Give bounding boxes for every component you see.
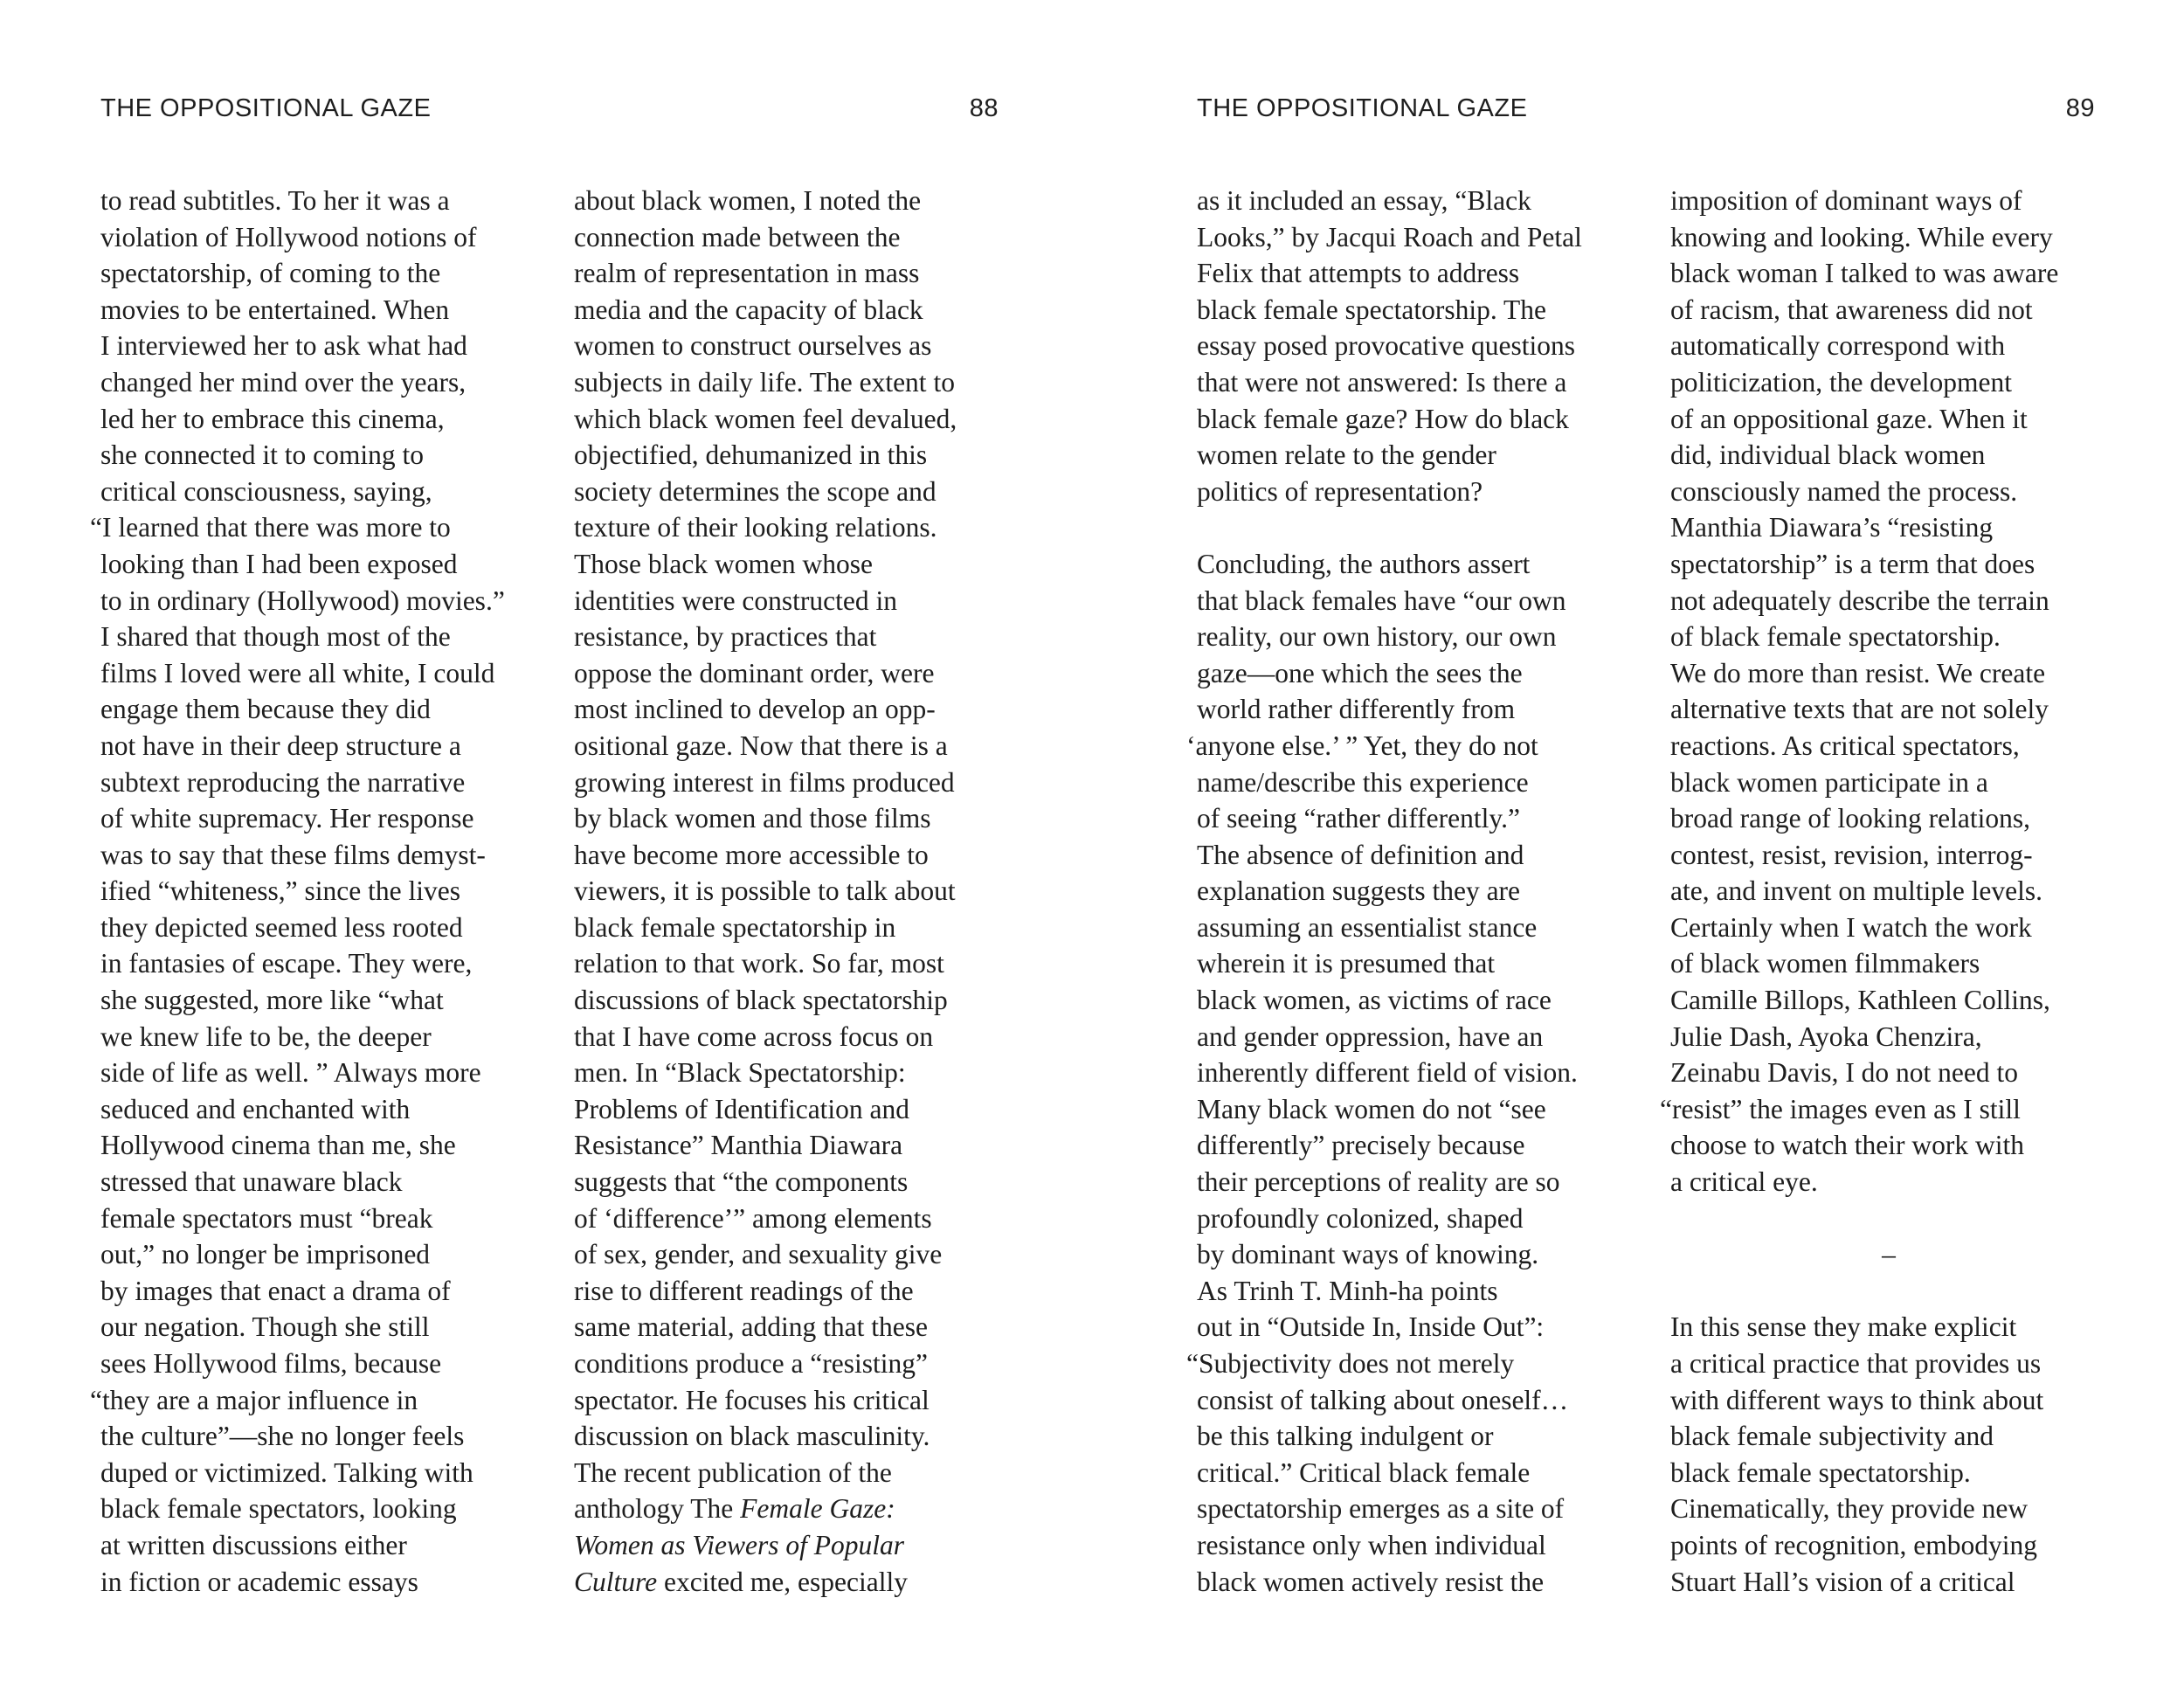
book-title-italic: Culture	[574, 1566, 658, 1597]
text-line: In this sense they make explicit	[1670, 1311, 2017, 1343]
text-line: black female spectatorship in	[574, 911, 896, 943]
text-line: discussion on black masculinity.	[574, 1421, 930, 1452]
text-line: realm of representation in mass	[574, 258, 920, 289]
text-line: a critical eye.	[1670, 1166, 1818, 1198]
paragraph-gap	[1670, 1200, 2107, 1237]
text-line: with different ways to think about	[1670, 1384, 2044, 1415]
text-line: Camille Billops, Kathleen Collins,	[1670, 985, 2050, 1016]
text-column-2-body	[574, 183, 1011, 1491]
text-line: a critical practice that provides us	[1670, 1348, 2042, 1379]
text-line: broad range of looking relations,	[1670, 803, 2031, 834]
text-line: sees Hollywood films, because	[100, 1348, 442, 1379]
text-line: violation of Hollywood notions of	[100, 221, 477, 253]
text-line: ositional gaze. Now that there is a	[574, 730, 948, 761]
text-line: spectatorship, of coming to the	[100, 258, 441, 289]
text-line	[574, 1491, 1011, 1527]
text-line: “resist” the images even as I still	[1660, 1093, 2021, 1124]
text-line: points of recognition, embodying	[1670, 1529, 2037, 1560]
text-line: they depicted seemed less rooted	[100, 911, 463, 943]
text-line: identities were constructed in	[574, 585, 898, 616]
text-line: of ‘difference’” among elements	[574, 1202, 932, 1234]
text-line: Cinematically, they provide new	[1670, 1493, 2028, 1525]
text-line: Felix that attempts to address	[1197, 258, 1520, 289]
text-line: As Trinh T. Minh-ha points	[1197, 1275, 1498, 1306]
text-column-3	[1186, 183, 1634, 1600]
text-line: black female subjectivity and	[1670, 1421, 1994, 1452]
text-line: reality, our own history, our own	[1197, 621, 1557, 653]
text-line: assuming an essentialist stance	[1197, 911, 1538, 943]
text-line: which black women feel devalued,	[574, 403, 957, 434]
text-line: subjects in daily life. The extent to	[574, 366, 955, 398]
text-line: critical consciousness, saying,	[100, 475, 432, 507]
text-line: resistance, by practices that	[574, 621, 877, 653]
text-line: most inclined to develop an opp-	[574, 694, 936, 725]
text-line: conditions produce a “resisting”	[574, 1348, 929, 1379]
text-line: society determines the scope and	[574, 475, 936, 507]
text-line: Stuart Hall’s vision of a critical	[1670, 1566, 2015, 1597]
text-line: seduced and enchanted with	[100, 1093, 411, 1124]
text-line: side of life as well. ” Always more	[100, 1057, 481, 1089]
book-title-italic: Female Gaze:	[740, 1493, 895, 1525]
text-line: profoundly colonized, shaped	[1197, 1202, 1524, 1234]
text-line: we knew life to be, the deeper	[100, 1020, 432, 1052]
text-line: rise to different readings of the	[574, 1275, 914, 1306]
text-line: have become more accessible to	[574, 839, 929, 870]
text-line: led her to embrace this cinema,	[100, 403, 445, 434]
text-line: not adequately describe the terrain	[1670, 585, 2049, 616]
text-line: Resistance” Manthia Diawara	[574, 1130, 903, 1161]
text-line: black women participate in a	[1670, 766, 1988, 798]
text-line: not have in their deep structure a	[100, 730, 461, 761]
text-line: world rather differently from	[1197, 694, 1516, 725]
paragraph	[1197, 183, 1634, 509]
text-line: The absence of definition and	[1197, 839, 1524, 870]
text-line: spectatorship emerges as a site of	[1197, 1493, 1565, 1525]
text-line: name/describe this experience	[1197, 766, 1529, 798]
text-line: Zeinabu Davis, I do not need to	[1670, 1057, 2019, 1089]
text-line: “they are a major influence in	[90, 1384, 418, 1415]
text-line: of racism, that awareness did not	[1670, 294, 2033, 325]
text-line: be this talking indulgent or	[1197, 1421, 1494, 1452]
text-line: alternative texts that are not solely	[1670, 694, 2049, 725]
text-line: objectified, dehumanized in this	[574, 439, 928, 471]
text-line: men. In “Black Spectatorship:	[574, 1057, 906, 1089]
text-line: oppose the dominant order, were	[574, 657, 935, 688]
text-line: did, individual black women	[1670, 439, 1986, 471]
section-break: –	[1882, 1239, 1896, 1270]
text-line: of black female spectatorship.	[1670, 621, 2001, 653]
text-line: spectator. He focuses his critical	[574, 1384, 930, 1415]
text-line: by images that enact a drama of	[100, 1275, 451, 1306]
paragraph	[1186, 546, 1634, 1600]
text-line	[574, 1564, 1011, 1601]
text-line	[574, 1527, 1011, 1564]
text-line: of seeing “rather differently.”	[1197, 803, 1520, 834]
text-line: she suggested, more like “what	[100, 985, 444, 1016]
text-line: in fiction or academic essays	[100, 1566, 418, 1597]
text-line: media and the capacity of black	[574, 294, 923, 325]
text-line: Manthia Diawara’s “resisting	[1670, 512, 1994, 543]
text-line: engage them because they did	[100, 694, 431, 725]
text-line: duped or victimized. Talking with	[100, 1456, 473, 1488]
text-line: subtext reproducing the narrative	[100, 766, 466, 798]
text-line: Julie Dash, Ayoka Chenzira,	[1670, 1020, 1982, 1052]
text-line: as it included an essay, “Black	[1197, 185, 1531, 216]
text-line: same material, adding that these	[574, 1311, 928, 1343]
text-line: stressed that unaware black	[100, 1166, 403, 1198]
text-line: changed her mind over the years,	[100, 366, 467, 398]
text-line: that were not answered: Is there a	[1197, 366, 1567, 398]
text-line: Problems of Identification and	[574, 1093, 910, 1124]
text-line: Those black women whose	[574, 548, 874, 579]
text-line: of an oppositional gaze. When it	[1670, 403, 2028, 434]
text-line: movies to be entertained. When	[100, 294, 450, 325]
running-title: THE OPPOSITIONAL GAZE	[100, 94, 432, 122]
text-line: and gender oppression, have an	[1197, 1020, 1544, 1052]
text-line: out,” no longer be imprisoned	[100, 1239, 431, 1270]
text-line: of white supremacy. Her response	[100, 803, 474, 834]
text-line: that black females have “our own	[1197, 585, 1566, 616]
text-line: texture of their looking relations.	[574, 512, 937, 543]
text-line: ‘anyone else.’ ” Yet, they do not	[1186, 730, 1538, 761]
text-line: The recent publication of the	[574, 1456, 892, 1488]
text-line: discussions of black spectatorship	[574, 985, 948, 1016]
text-line: critical.” Critical black female	[1197, 1456, 1531, 1488]
text-line: was to say that these films demyst-	[100, 839, 486, 870]
text-line: black female spectatorship.	[1670, 1456, 1971, 1488]
text-line: imposition of dominant ways of	[1670, 185, 2022, 216]
text-line: to read subtitles. To her it was a	[100, 185, 450, 216]
book-title-italic: Women as Viewers of Popular	[574, 1529, 904, 1560]
text-line: spectatorship” is a term that does	[1670, 548, 2035, 579]
text-line: Looks,” by Jacqui Roach and Petal	[1197, 221, 1582, 253]
text-line: connection made between the	[574, 221, 901, 253]
text-line: reactions. As critical spectators,	[1670, 730, 2020, 761]
text-line: by black women and those films	[574, 803, 931, 834]
text-line: at written discussions either	[100, 1529, 407, 1560]
text-line: ate, and invent on multiple levels.	[1670, 875, 2043, 907]
page-number: 89	[2065, 94, 2095, 122]
page-number: 88	[969, 94, 999, 122]
running-title: THE OPPOSITIONAL GAZE	[1197, 94, 1528, 122]
text-line: our negation. Though she still	[100, 1311, 430, 1343]
text-line: I interviewed her to ask what had	[100, 330, 467, 362]
text-run: excited me, especially	[657, 1566, 908, 1597]
text-line: consist of talking about oneself…	[1197, 1384, 1569, 1415]
text-line: she connected it to coming to	[100, 439, 425, 471]
text-line: viewers, it is possible to talk about	[574, 875, 956, 907]
text-line: black women, as victims of race	[1197, 985, 1552, 1016]
text-line: explanation suggests they are	[1197, 875, 1521, 907]
text-line: essay posed provocative questions	[1197, 330, 1576, 362]
text-line: black female spectators, looking	[100, 1493, 457, 1525]
text-line: contest, resist, revision, interrog-	[1670, 839, 2033, 870]
text-column-4	[1660, 183, 2107, 1600]
text-line: by dominant ways of knowing.	[1197, 1239, 1539, 1270]
text-line: of sex, gender, and sexuality give	[574, 1239, 943, 1270]
text-line: choose to watch their work with	[1670, 1130, 2025, 1161]
text-line: looking than I had been exposed	[100, 548, 458, 579]
text-line: relation to that work. So far, most	[574, 948, 944, 979]
text-line: wherein it is presumed that	[1197, 948, 1496, 979]
text-line: resistance only when individual	[1197, 1529, 1546, 1560]
text-line: black woman I talked to was aware	[1670, 258, 2059, 289]
text-line: black female gaze? How do black	[1197, 403, 1569, 434]
text-line: knowing and looking. While every	[1670, 221, 2053, 253]
paragraph	[1670, 1309, 2107, 1600]
text-line: in fantasies of escape. They were,	[100, 948, 473, 979]
text-column-1	[90, 183, 537, 1600]
text-line: I shared that though most of the	[100, 621, 451, 653]
paragraph-gap	[1670, 1273, 2107, 1310]
text-line: ified “whiteness,” since the lives	[100, 875, 460, 907]
text-line: black women actively resist the	[1197, 1566, 1545, 1597]
text-line: women to construct ourselves as	[574, 330, 932, 362]
text-line: differently” precisely because	[1197, 1130, 1525, 1161]
paragraph-gap	[1197, 509, 1634, 546]
text-line: women relate to the gender	[1197, 439, 1496, 471]
text-line: “I learned that there was more to	[90, 512, 451, 543]
text-line: about black women, I noted the	[574, 185, 922, 216]
text-line: films I loved were all white, I could	[100, 657, 495, 688]
text-column-2	[574, 183, 1011, 1600]
text-line: to in ordinary (Hollywood) movies.”	[100, 585, 505, 616]
text-line: that I have come across focus on	[574, 1020, 934, 1052]
text-line: Certainly when I watch the work	[1670, 911, 2032, 943]
text-line: female spectators must “break	[100, 1202, 433, 1234]
text-line: Hollywood cinema than me, she	[100, 1130, 456, 1161]
text-line: suggests that “the components	[574, 1166, 909, 1198]
text-line: gaze—one which the sees the	[1197, 657, 1523, 688]
text-line: of black women filmmakers	[1670, 948, 1980, 979]
text-line: “Subjectivity does not merely	[1186, 1348, 1515, 1379]
right-page	[1092, 0, 2184, 1688]
text-line: the culture”—she no longer feels	[100, 1421, 465, 1452]
text-line: Many black women do not “see	[1197, 1093, 1546, 1124]
text-run: anthology The	[574, 1493, 741, 1525]
text-line: growing interest in films produced	[574, 766, 955, 798]
text-line: politicization, the development	[1670, 366, 2013, 398]
text-line: Concluding, the authors assert	[1197, 548, 1531, 579]
text-line: inherently different field of vision.	[1197, 1057, 1578, 1089]
text-line: We do more than resist. We create	[1670, 657, 2046, 688]
text-line: politics of representation?	[1197, 475, 1483, 507]
text-line: automatically correspond with	[1670, 330, 2006, 362]
paragraph	[1660, 183, 2107, 1200]
text-line: their perceptions of reality are so	[1197, 1166, 1560, 1198]
text-line: out in “Outside In, Inside Out”:	[1197, 1311, 1545, 1343]
text-line: consciously named the process.	[1670, 475, 2018, 507]
text-line: black female spectatorship. The	[1197, 294, 1547, 325]
